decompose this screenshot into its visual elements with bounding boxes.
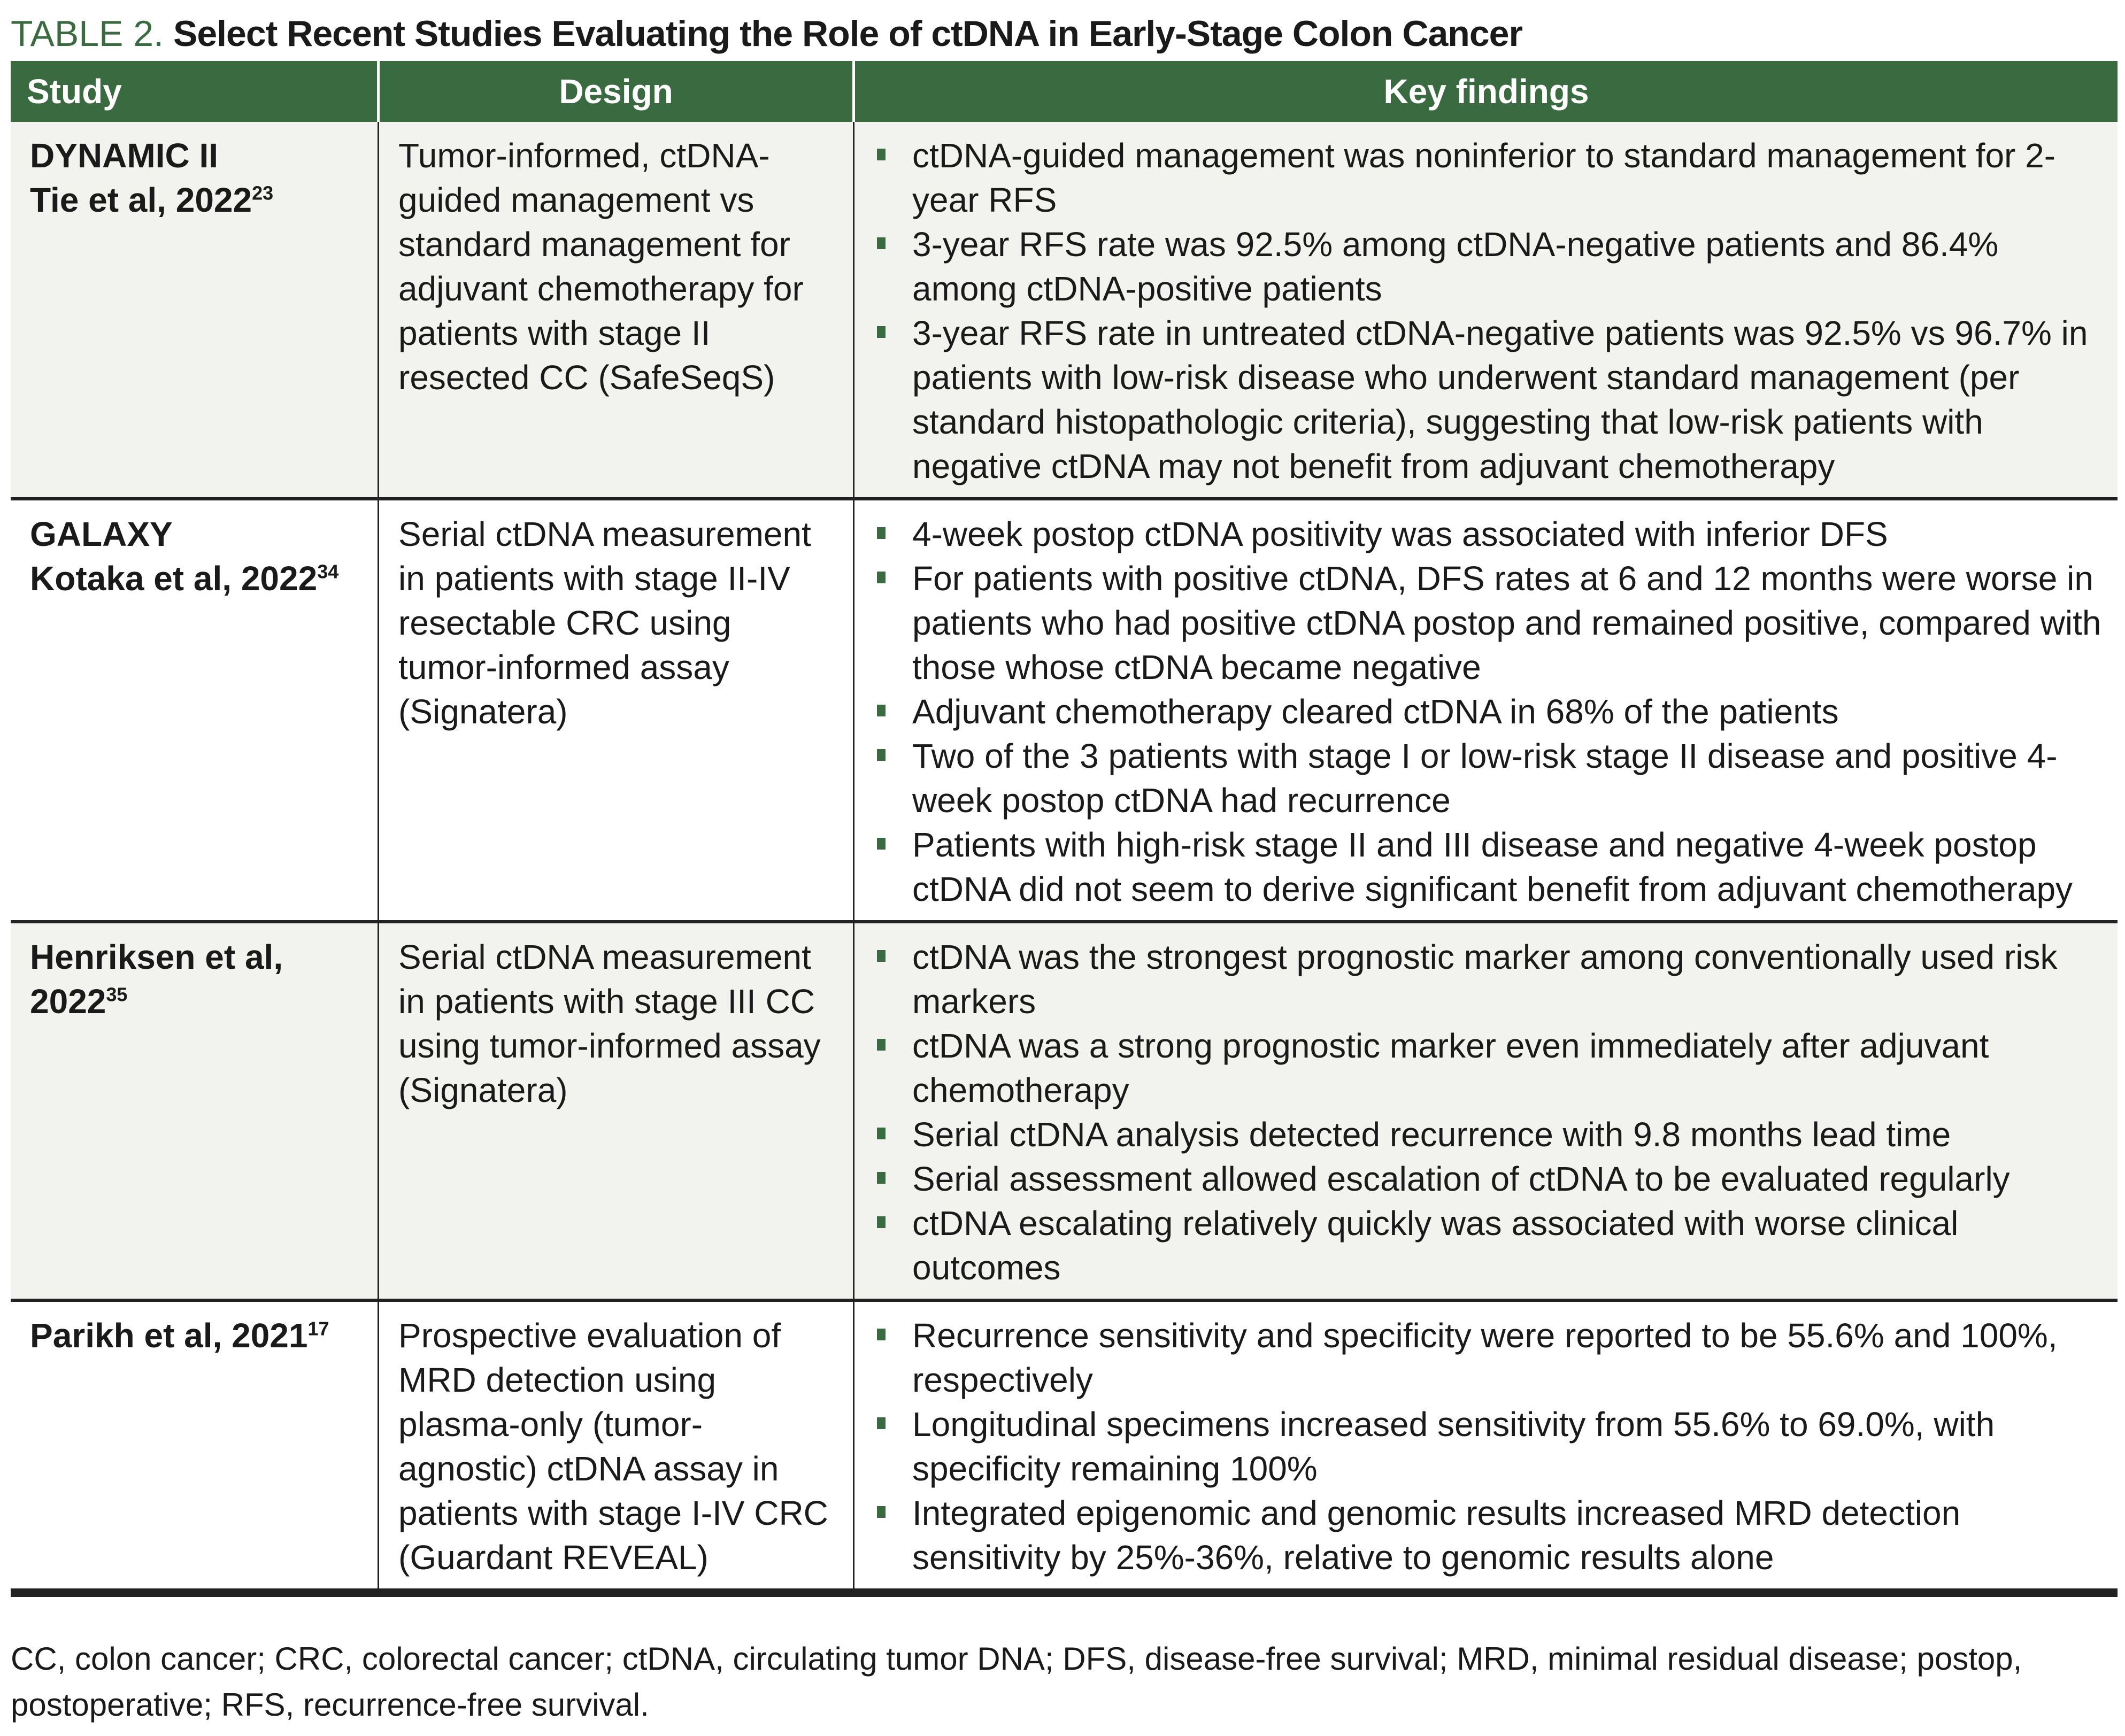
design-cell: Prospective evaluation of MRD detection using plasma-only (tumor-agnostic) ctDNA assay in patients with stage I-IV CRC (Guardant REVEAL): [379, 1300, 854, 1593]
findings-cell: [854, 1300, 2118, 1593]
study-cell: [11, 499, 379, 922]
study-cell: [11, 122, 379, 499]
reference-number: 34: [317, 560, 339, 583]
header-study: Study: [11, 61, 379, 122]
findings-cell: [854, 499, 2118, 922]
table-title: [11, 10, 1522, 58]
finding-item: ctDNA-guided management was noninferior to standard management for 2-year RFS: [874, 134, 2101, 222]
findings-cell: [854, 922, 2118, 1300]
findings-cell: [854, 122, 2118, 499]
finding-item: For patients with positive ctDNA, DFS rates at 6 and 12 months were worse in patients who had positive ctDNA postop and remained positive, compared with those whose ctDNA became negative: [874, 557, 2101, 690]
studies-table: [11, 61, 2118, 1597]
finding-item: ctDNA was a strong prognostic marker even immediately after adjuvant chemotherapy: [874, 1024, 2101, 1113]
table-label: TABLE 2.: [11, 13, 164, 54]
finding-item: Patients with high-risk stage II and III disease and negative 4-week postop ctDNA did not seem to derive significant benefit from adjuvant chemotherapy: [874, 823, 2101, 912]
finding-item: Integrated epigenomic and genomic results increased MRD detection sensitivity by 25%-36%, relative to genomic results alone: [874, 1491, 2101, 1580]
findings-list: [874, 1314, 2101, 1580]
table-row: [11, 1300, 2118, 1593]
finding-item: Adjuvant chemotherapy cleared ctDNA in 68% of the patients: [874, 690, 2101, 734]
finding-item: 3-year RFS rate was 92.5% among ctDNA-negative patients and 86.4% among ctDNA-positive patients: [874, 222, 2101, 311]
finding-item: Serial ctDNA analysis detected recurrence with 9.8 months lead time: [874, 1113, 2101, 1157]
finding-item: 4-week postop ctDNA positivity was associated with inferior DFS: [874, 512, 2101, 557]
header-row: [11, 61, 2118, 122]
table-row: [11, 122, 2118, 499]
findings-list: [874, 512, 2101, 912]
finding-item: Longitudinal specimens increased sensitivity from 55.6% to 69.0%, with specificity remaining 100%: [874, 1402, 2101, 1491]
study-name: DYNAMIC II: [30, 136, 218, 175]
design-cell: Serial ctDNA measurement in patients with stage II-IV resectable CRC using tumor-informed assay (Signatera): [379, 499, 854, 922]
finding-item: 3-year RFS rate in untreated ctDNA-negative patients was 92.5% vs 96.7% in patients with low-risk disease who underwent standard management (per standard histopathologic criteria), suggesting that low-risk patients with negative ctDNA may not benefit from adjuvant chemotherapy: [874, 311, 2101, 489]
study-cell: [11, 922, 379, 1300]
findings-list: [874, 134, 2101, 489]
reference-number: 17: [307, 1317, 329, 1340]
reference-number: 23: [252, 182, 274, 204]
footnote: CC, colon cancer; CRC, colorectal cancer; ctDNA, circulating tumor DNA; DFS, disease-free survival; MRD, minimal residual disease; postop, postoperative; RFS, recurrence-free survival.: [11, 1641, 2022, 1723]
study-citation: Kotaka et al, 2022: [30, 559, 318, 598]
table-row: [11, 922, 2118, 1300]
header-key-findings: Key findings: [854, 61, 2118, 122]
header-design: Design: [379, 61, 854, 122]
table-title-text: Select Recent Studies Evaluating the Role of ctDNA in Early-Stage Colon Cancer: [173, 13, 1522, 54]
finding-item: Serial assessment allowed escalation of ctDNA to be evaluated regularly: [874, 1157, 2101, 1201]
finding-item: ctDNA escalating relatively quickly was associated with worse clinical outcomes: [874, 1201, 2101, 1290]
findings-list: [874, 935, 2101, 1290]
finding-item: ctDNA was the strongest prognostic marker among conventionally used risk markers: [874, 935, 2101, 1024]
table-row: [11, 499, 2118, 922]
finding-item: Recurrence sensitivity and specificity were reported to be 55.6% and 100%, respectively: [874, 1314, 2101, 1402]
design-cell: Serial ctDNA measurement in patients with stage III CC using tumor-informed assay (Signatera): [379, 922, 854, 1300]
finding-item: Two of the 3 patients with stage I or low-risk stage II disease and positive 4-week postop ctDNA had recurrence: [874, 734, 2101, 823]
study-citation: Tie et al, 2022: [30, 181, 252, 219]
study-cell: [11, 1300, 379, 1593]
study-citation: Parikh et al, 2021: [30, 1316, 308, 1355]
study-name: GALAXY: [30, 515, 173, 553]
design-cell: Tumor-informed, ctDNA-guided management vs standard management for adjuvant chemotherapy for patients with stage II resected CC (SafeSeqS): [379, 122, 854, 499]
study-citation: Henriksen et al, 2022: [30, 938, 283, 1021]
reference-number: 35: [106, 983, 128, 1006]
